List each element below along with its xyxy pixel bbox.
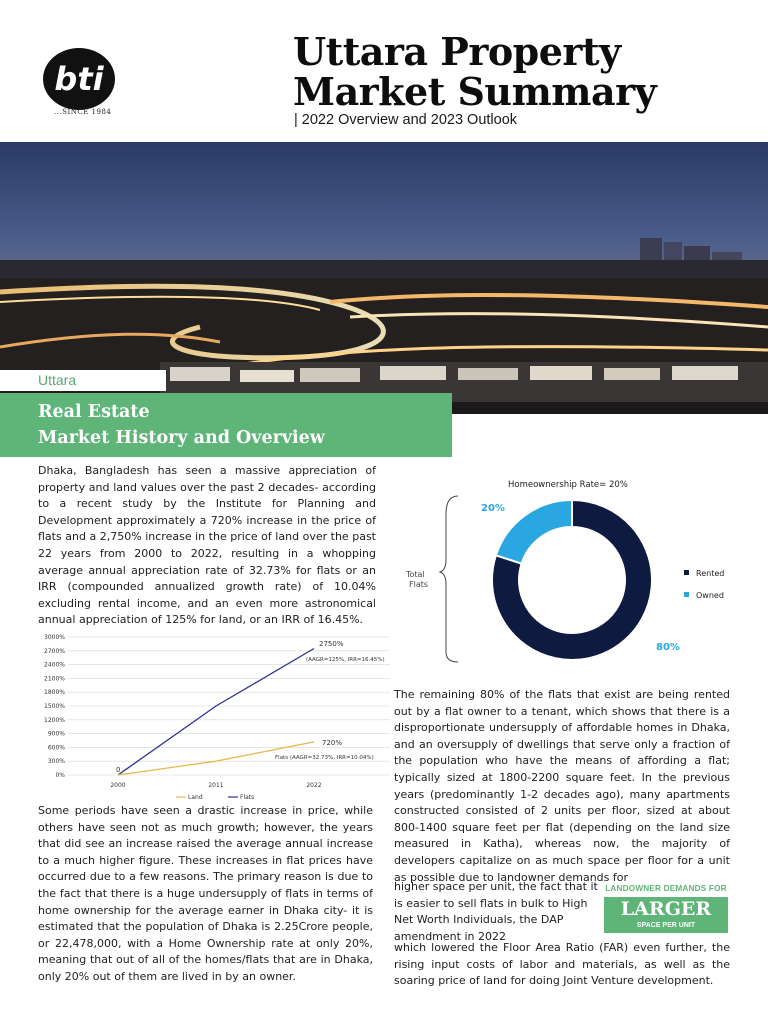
rented-percent-label: 80% xyxy=(656,642,680,653)
bti-logo xyxy=(40,46,118,112)
larger-space-callout xyxy=(604,884,728,933)
owned-percent-label: 20% xyxy=(481,503,505,514)
y-tick-label: 300% xyxy=(47,758,65,766)
land-note-label: (AAGR=125%, IRR=16.45%) xyxy=(306,657,385,663)
donut-title: Homeownership Rate= 20% xyxy=(508,480,628,490)
since-label: ...SINCE 1984 xyxy=(54,108,112,116)
callout-big-text: LARGER xyxy=(620,898,712,920)
bracket-label-total: Total xyxy=(406,570,425,579)
intro-paragraph: Dhaka, Bangladesh has seen a massive appreciation of property and land values over the past 2 decades- according to a recent study by the Institute for Planning and Development approximately a 720% increase in the price of flats and a 2,750% increase in the price of land over the past 22 years from 2000 to 2022, resulting in a whopping average annual appreciation rate of 32.73% for flats or an IRR (compounded annualized growth rate) of 10.04% excluding rental income, and an even more astronomical annual appreciation of 125% for land, or an IRR of 16.45%. xyxy=(38,464,376,627)
periods-paragraph: Some periods have seen a drastic increase in price, while others have seen not as much growth; however, the years that did see an increase raised the average annual increase to a much higher figure. These increases in flat prices have occurred due to a few reasons. The primary reason is due to the fact that there is a huge undersupply of flats in terms of home ownership for the average earner in Dhaka city- it is estimated that the population of Dhaka is 2.25Crore people, or 22,478,000, with a Home Ownership rate at only 20%, meaning that out of all of the homes/flats that are in Dhaka, only 20% out of them are lived in by an owner. xyxy=(38,804,373,983)
legend-owned: Owned xyxy=(696,591,724,600)
owned-slice xyxy=(496,500,572,564)
section-heading: Real Estate Market History and Overview xyxy=(0,393,452,457)
total-flats-bracket xyxy=(440,496,458,662)
y-tick-label: 600% xyxy=(47,744,65,752)
y-tick-label: 2100% xyxy=(44,675,65,683)
page-title: Uttara Property Market Summary xyxy=(293,29,657,114)
flat-end-label: 720% xyxy=(322,739,343,747)
callout-small-text: SPACE PER UNIT xyxy=(636,922,696,929)
legend-land: Land xyxy=(188,794,203,801)
y-tick-label: 2700% xyxy=(44,647,65,655)
y-tick-label: 1200% xyxy=(44,716,65,724)
land-end-label: 2750% xyxy=(319,640,344,648)
x-tick-label: 2022 xyxy=(306,782,322,789)
rented-paragraph-continued: higher space per unit, the fact that it is easier to sell flats in bulk to High Net Worth Individuals, the DAP amendment in 2022 xyxy=(394,880,598,943)
legend-owned-swatch xyxy=(684,592,689,597)
y-tick-label: 900% xyxy=(47,730,65,738)
bracket-label-flats: Flats xyxy=(409,580,429,589)
y-tick-label: 2400% xyxy=(44,661,65,669)
flat-note-label: Flats (AAGR=32.73%, IRR=10.04%) xyxy=(275,755,374,761)
x-tick-label: 2000 xyxy=(110,782,126,789)
y-tick-label: 1800% xyxy=(44,689,65,697)
y-tick-label: 3000% xyxy=(44,634,65,641)
page-subtitle: | 2022 Overview and 2023 Outlook xyxy=(294,112,518,128)
start-label: 0 xyxy=(116,766,121,774)
y-tick-label: 0% xyxy=(55,772,65,779)
legend-rented: Rented xyxy=(696,569,725,578)
logo-text: bti xyxy=(54,60,104,98)
callout-top-text: LANDOWNER DEMANDS FOR xyxy=(605,884,727,893)
y-tick-label: 1500% xyxy=(44,703,65,710)
price-appreciation-line-chart xyxy=(30,628,400,803)
rented-paragraph-end: which lowered the Floor Area Ratio (FAR) even further, the rising input costs of labor and materials, as well as the soaring price of land for doing Joint Venture development. xyxy=(394,941,730,988)
homeownership-donut-chart xyxy=(400,474,768,664)
x-tick-label: 2011 xyxy=(208,782,224,789)
legend-rented-swatch xyxy=(684,570,689,575)
legend-flats: Flats xyxy=(240,794,255,801)
rented-paragraph: The remaining 80% of the flats that exist are being rented out by a flat owner to a tenant, which shows that there is a disproportionate undersupply of affordable homes in Dhaka, and an oversupply of dwellings that serve only a fraction of the population who have the means of affording a flat; typically sized at 1800-2200 square feet. In the previous years (predominantly 1-2 decades ago), many apartments constructed consisted of 2 units per floor, sized at about 800-1400 square feet per flat (depending on the land size measured in Katha), whereas now, the majority of developers capitalize on as much space per floor for a unit as possible due to landowner demands for xyxy=(394,688,730,884)
section-tag: Uttara xyxy=(0,370,166,391)
